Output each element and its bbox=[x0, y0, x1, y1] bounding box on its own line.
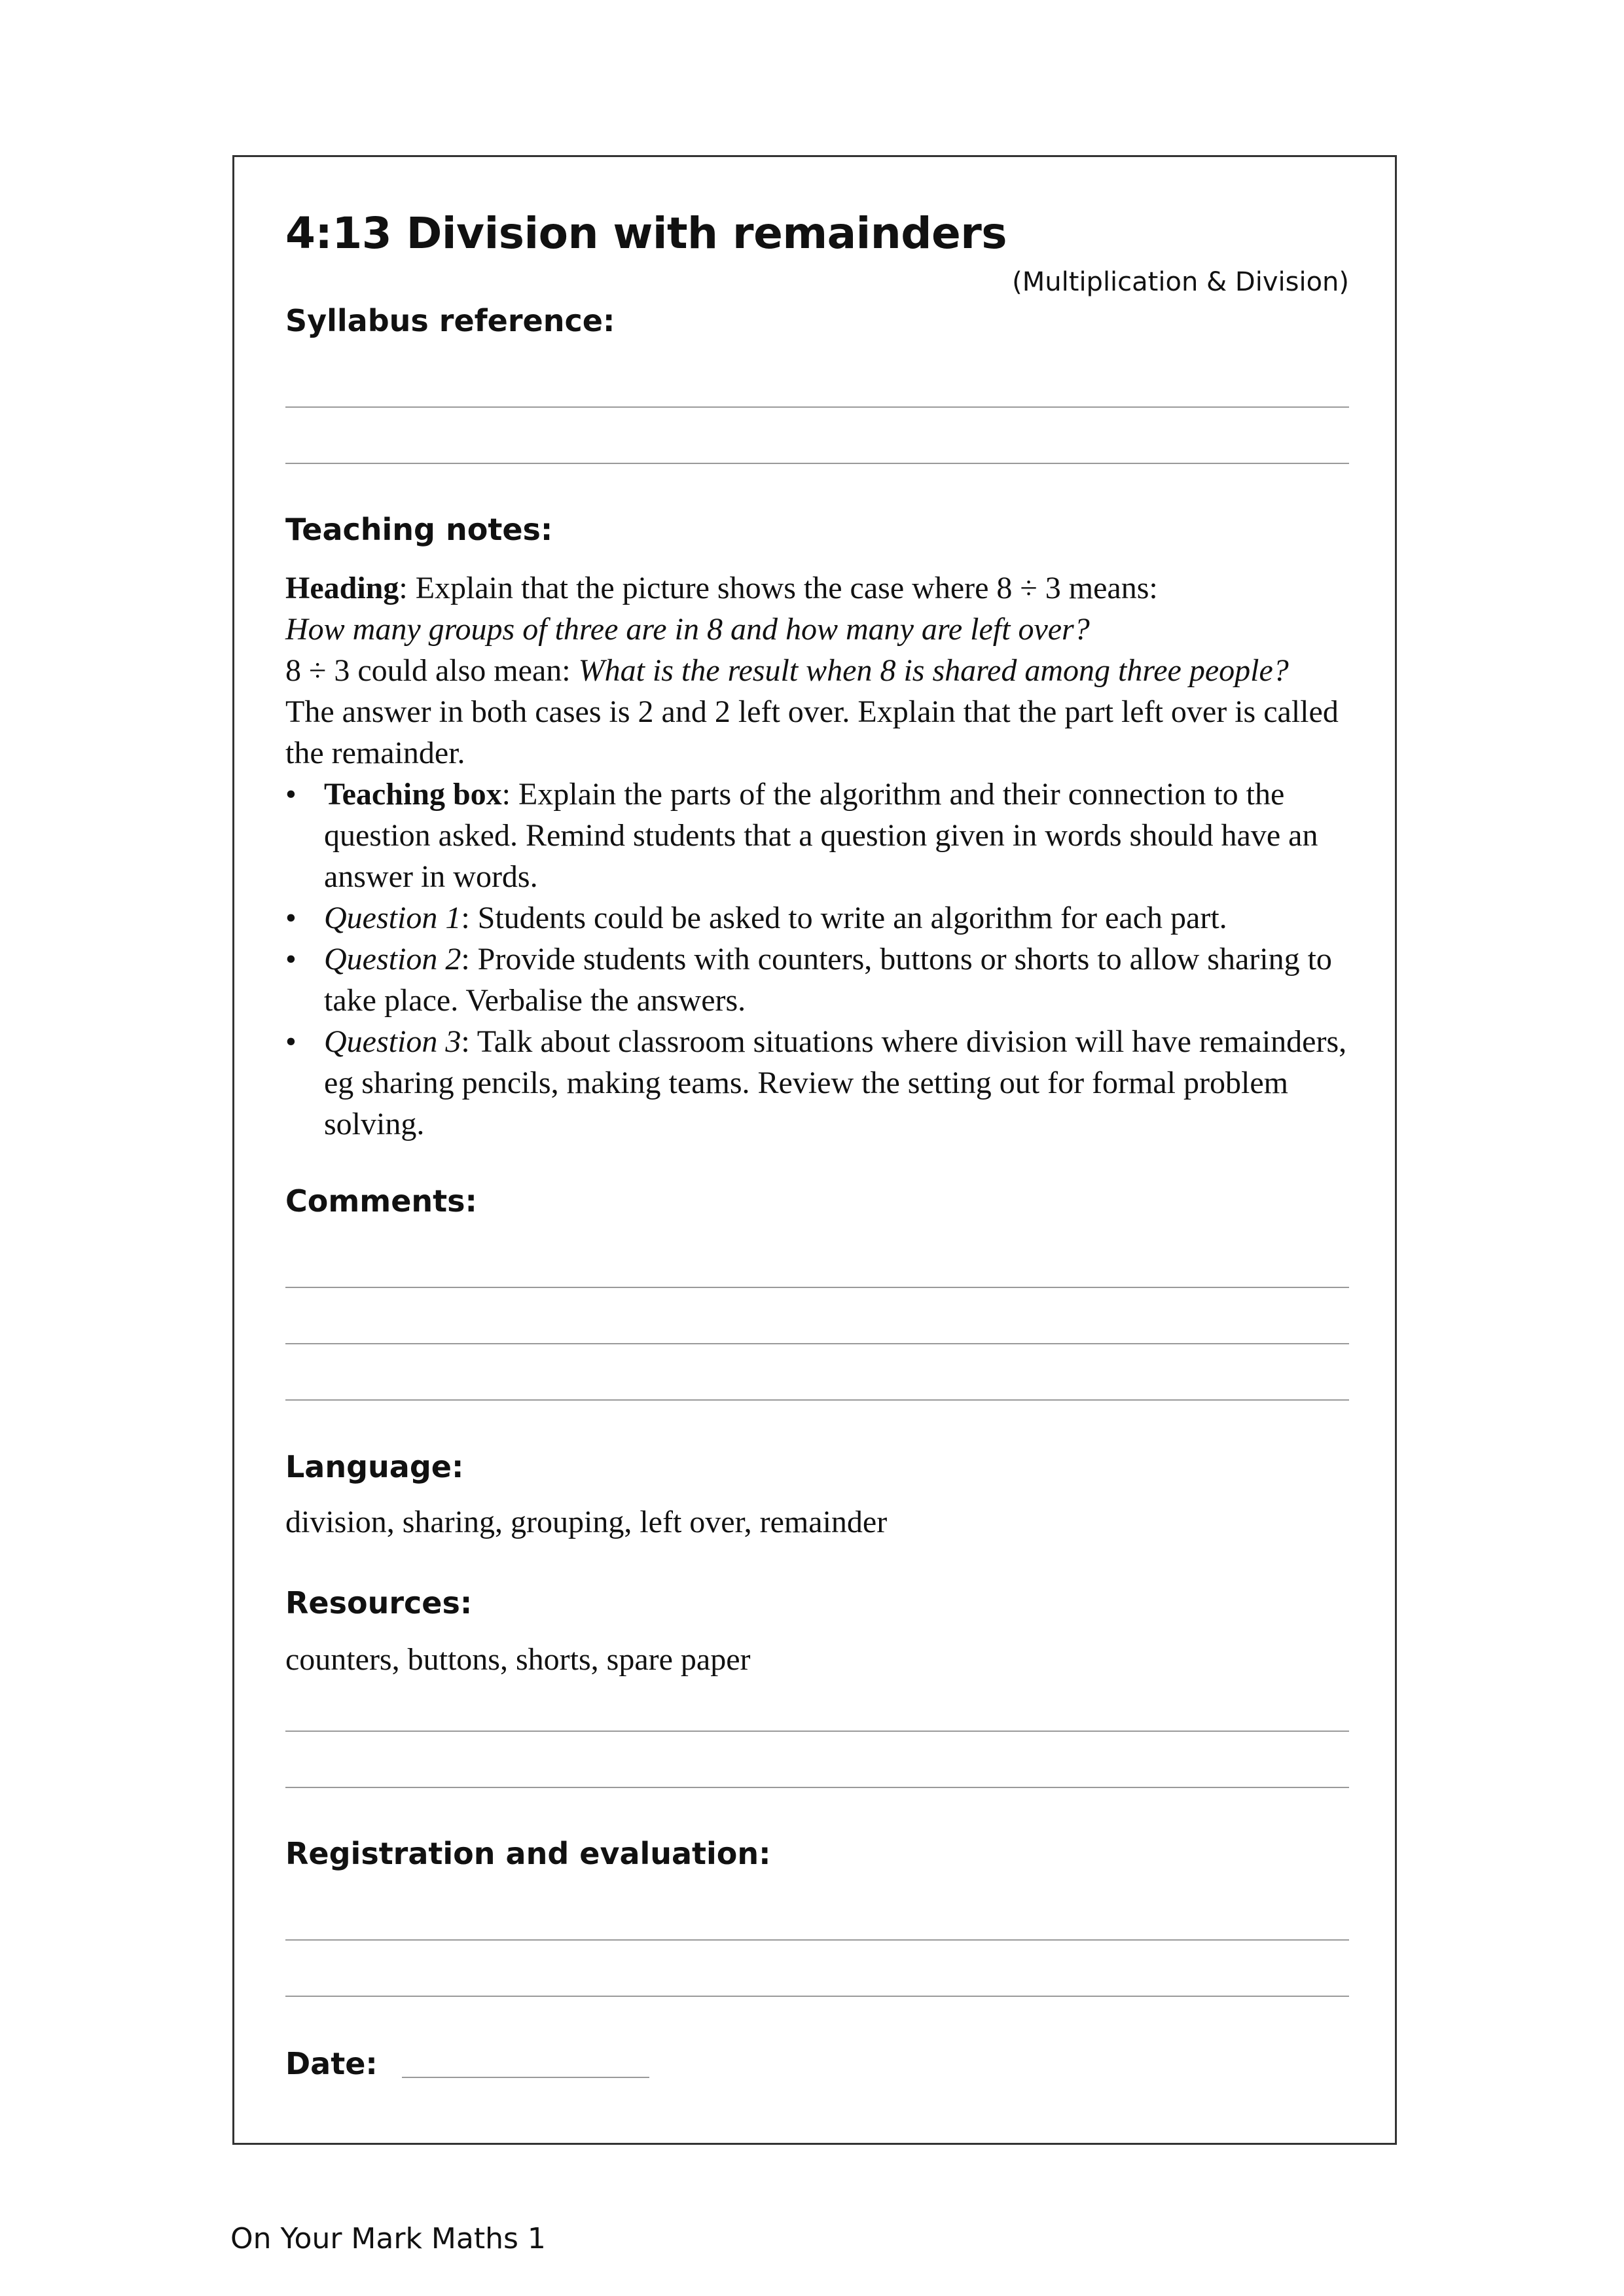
syllabus-line-1 bbox=[285, 406, 1349, 408]
date-label: Date: bbox=[285, 2046, 378, 2081]
bullet-question-2 bbox=[285, 939, 1359, 1021]
alternative-meaning bbox=[285, 650, 1359, 691]
bullet-symbol: • bbox=[285, 1024, 297, 1059]
bullet-text: : Explain the parts of the algorithm and their connection to the question asked. Remind students that a question given in words should have an answer in words. bbox=[324, 777, 1318, 894]
bullet-label: Question 2 bbox=[324, 942, 461, 977]
syllabus-heading: Syllabus reference: bbox=[285, 303, 615, 338]
alternative-meaning-question: What is the result when 8 is shared among three people? bbox=[578, 653, 1289, 688]
resources-line-2 bbox=[285, 1787, 1349, 1788]
comments-line-3 bbox=[285, 1399, 1349, 1401]
teaching-notes-heading: Teaching notes: bbox=[285, 512, 553, 547]
bullet-label: Question 1 bbox=[324, 901, 461, 935]
bullet-label: Question 3 bbox=[324, 1024, 461, 1059]
comments-line-2 bbox=[285, 1343, 1349, 1344]
resources-text: counters, buttons, shorts, spare paper bbox=[285, 1642, 751, 1677]
bullet-symbol: • bbox=[285, 777, 297, 812]
bullet-text: : Students could be asked to write an algorithm for each part. bbox=[461, 901, 1227, 935]
heading-question-text: How many groups of three are in 8 and how many are left over? bbox=[285, 612, 1090, 647]
bullet-question-3 bbox=[285, 1021, 1359, 1145]
heading-note-label: Heading bbox=[285, 571, 399, 605]
registration-line-2 bbox=[285, 1996, 1349, 1997]
bullet-teaching-box bbox=[285, 774, 1359, 897]
comments-heading: Comments: bbox=[285, 1183, 477, 1219]
registration-line-1 bbox=[285, 1939, 1349, 1941]
teaching-notes-body bbox=[285, 567, 1359, 1145]
bullet-question-1 bbox=[285, 897, 1359, 939]
language-text: division, sharing, grouping, left over, remainder bbox=[285, 1505, 888, 1539]
registration-heading: Registration and evaluation: bbox=[285, 1836, 771, 1871]
page-title: 4:13 Division with remainders bbox=[285, 208, 1007, 259]
bullet-symbol: • bbox=[285, 901, 297, 935]
heading-question bbox=[285, 609, 1359, 650]
comments-line-1 bbox=[285, 1287, 1349, 1288]
date-line bbox=[402, 2077, 649, 2078]
syllabus-line-2 bbox=[285, 463, 1349, 464]
bullet-label: Teaching box bbox=[324, 777, 502, 812]
heading-note bbox=[285, 567, 1359, 609]
language-heading: Language: bbox=[285, 1449, 464, 1484]
answer-note: The answer in both cases is 2 and 2 left over. Explain that the part left over is called the remainder. bbox=[285, 694, 1339, 770]
heading-note-text: : Explain that the picture shows the case where 8 ÷ 3 means: bbox=[399, 571, 1158, 605]
bullet-text: : Talk about classroom situations where division will have remainders, eg sharing pencils, making teams. Review the setting out for formal problem solving. bbox=[324, 1024, 1347, 1141]
resources-heading: Resources: bbox=[285, 1585, 473, 1621]
bullet-text: : Provide students with counters, buttons or shorts to allow sharing to take place. Verbalise the answers. bbox=[324, 942, 1332, 1018]
page-subtitle: (Multiplication & Division) bbox=[1012, 267, 1349, 297]
notes-bullet-list bbox=[285, 774, 1359, 1145]
alternative-meaning-prefix: 8 ÷ 3 could also mean: bbox=[285, 653, 579, 688]
footer-text: On Your Mark Maths 1 bbox=[230, 2222, 546, 2255]
bullet-symbol: • bbox=[285, 942, 297, 977]
resources-line-1 bbox=[285, 1731, 1349, 1732]
